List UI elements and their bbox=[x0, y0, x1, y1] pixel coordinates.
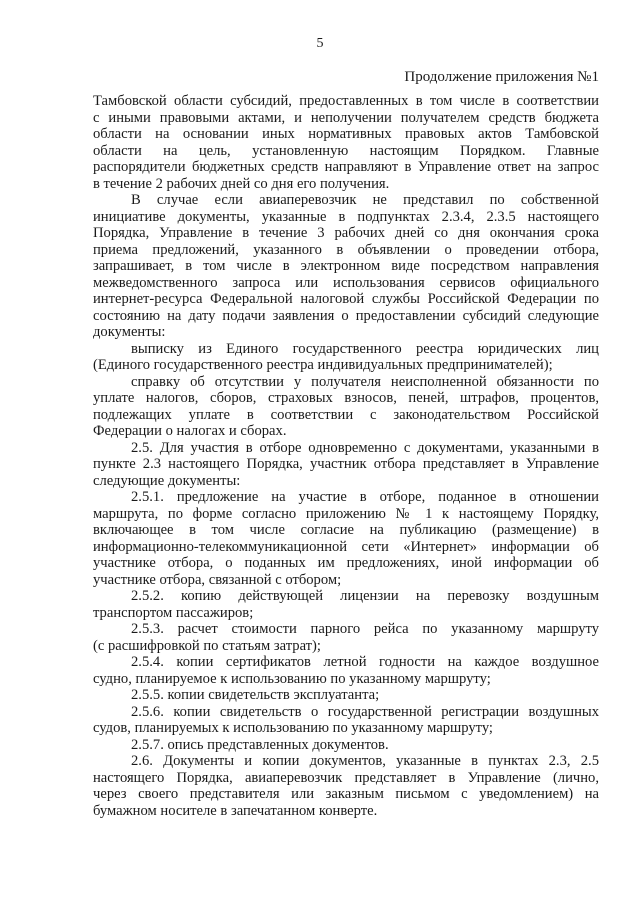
paragraph bbox=[93, 654, 599, 687]
text-line: участнике отбора, связанной с отбором; bbox=[93, 571, 342, 588]
paragraph bbox=[93, 687, 599, 704]
text-line: уплате налогов, сборов, страховых взносов, пеней, штрафов, процентов, bbox=[93, 390, 599, 406]
text-line: 2.6. Документы и копии документов, указанные в пунктах 2.3, 2.5 bbox=[131, 753, 599, 769]
text-line: с иными правовыми актами, и неполучении получателем средств бюджета bbox=[93, 109, 599, 126]
text-line: 2.5.3. расчет стоимости парного рейса по указанному маршруту bbox=[131, 621, 599, 637]
text-line: Порядка, Управление в течение 3 рабочих дней со дня окончания срока bbox=[93, 225, 599, 241]
text-line: судно, планируемое к использованию по указанному маршруту; bbox=[93, 670, 491, 687]
text-line: бумажном носителе в запечатанном конверте. bbox=[93, 802, 378, 819]
text-line: 2.5. Для участия в отборе одновременно с документами, указанными в bbox=[131, 439, 599, 456]
text-line: приема предложений, указанного в объявлении о проведении отбора, bbox=[93, 241, 599, 258]
paragraph bbox=[93, 737, 599, 754]
paragraph bbox=[93, 489, 599, 588]
text-line: области на основании иных нормативных правовых актов Тамбовской bbox=[93, 126, 599, 142]
appendix-header: Продолжение приложения №1 bbox=[404, 69, 599, 85]
text-line: судов, планируемых к использованию по указанному маршруту; bbox=[93, 720, 493, 736]
paragraph bbox=[93, 440, 599, 490]
text-line: выписку из Единого государственного реестра юридических лиц bbox=[131, 340, 599, 357]
text-line: инициативе документы, указанные в подпунктах 2.3.4, 2.3.5 настоящего bbox=[93, 208, 599, 225]
text-line: включающее в том числе согласие на публикацию (размещение) в bbox=[93, 522, 599, 538]
text-line: транспортом пассажиров; bbox=[93, 604, 254, 621]
paragraph bbox=[93, 374, 599, 440]
paragraph bbox=[93, 588, 599, 621]
paragraph bbox=[93, 753, 599, 819]
text-line: участнике отбора, о поданных им предложениях, иной информации об bbox=[93, 555, 599, 571]
paragraph bbox=[93, 192, 599, 341]
text-line: интернет-ресурса Федеральной налоговой службы Российской Федерации по bbox=[93, 291, 599, 307]
document-body bbox=[93, 93, 599, 819]
text-line: 2.5.1. предложение на участие в отборе, поданное в отношении bbox=[131, 489, 599, 505]
paragraph bbox=[93, 704, 599, 737]
page-number: 5 bbox=[316, 36, 324, 51]
text-line: настоящего Порядка, авиаперевозчик представляет в Управление (лично, bbox=[93, 769, 599, 786]
text-line: В случае если авиаперевозчик не представил по собственной bbox=[131, 192, 599, 208]
text-line: (с расшифровкой по статьям затрат); bbox=[93, 637, 321, 654]
paragraph bbox=[93, 621, 599, 654]
text-line: запрашивает, в том числе в электронном виде посредством направления bbox=[93, 258, 599, 274]
text-line: 2.5.5. копии свидетельств эксплуатанта; bbox=[131, 687, 380, 703]
text-line: Федерации о налогах и сборах. bbox=[93, 423, 287, 439]
text-line: следующие документы: bbox=[93, 472, 241, 489]
text-line: маршрута, по форме согласно приложению № 1 к настоящему Порядку, bbox=[93, 505, 599, 522]
text-line: справку об отсутствии у получателя неисполненной обязанности по bbox=[131, 373, 599, 390]
text-line: 2.5.7. опись представленных документов. bbox=[131, 736, 389, 753]
paragraph bbox=[93, 341, 599, 374]
text-line: в течение 2 рабочих дней со дня его получения. bbox=[93, 175, 390, 192]
text-line: информационно-телекоммуникационной сети «Интернет» информации об bbox=[93, 538, 599, 555]
text-line: распорядители бюджетных средств направляют в Управление ответ на запрос bbox=[93, 159, 599, 175]
text-line: (Единого государственного реестра индивидуальных предпринимателей); bbox=[93, 357, 553, 373]
text-line: состоянию на дату подачи заявления о предоставлении субсидий следующие bbox=[93, 307, 599, 324]
text-line: межведомственного запроса или использования сервисов официального bbox=[93, 274, 599, 291]
text-line: области на цель, установленную настоящим Порядком. Главные bbox=[93, 142, 599, 159]
text-line: Тамбовской области субсидий, предоставленных в том числе в соответствии bbox=[93, 93, 599, 109]
text-line: пункте 2.3 настоящего Порядка, участник отбора представляет в Управление bbox=[93, 456, 599, 472]
text-line: документы: bbox=[93, 324, 166, 340]
text-line: через своего представителя или заказным письмом с уведомлением) на bbox=[93, 786, 599, 802]
text-line: 2.5.4. копии сертификатов летной годности на каждое воздушное bbox=[131, 654, 599, 670]
text-line: подлежащих уплате в соответствии с законодательством Российской bbox=[93, 406, 599, 423]
text-line: 2.5.6. копии свидетельств о государственной регистрации воздушных bbox=[131, 703, 599, 720]
text-line: 2.5.2. копию действующей лицензии на перевозку воздушным bbox=[131, 588, 599, 604]
paragraph bbox=[93, 93, 599, 192]
